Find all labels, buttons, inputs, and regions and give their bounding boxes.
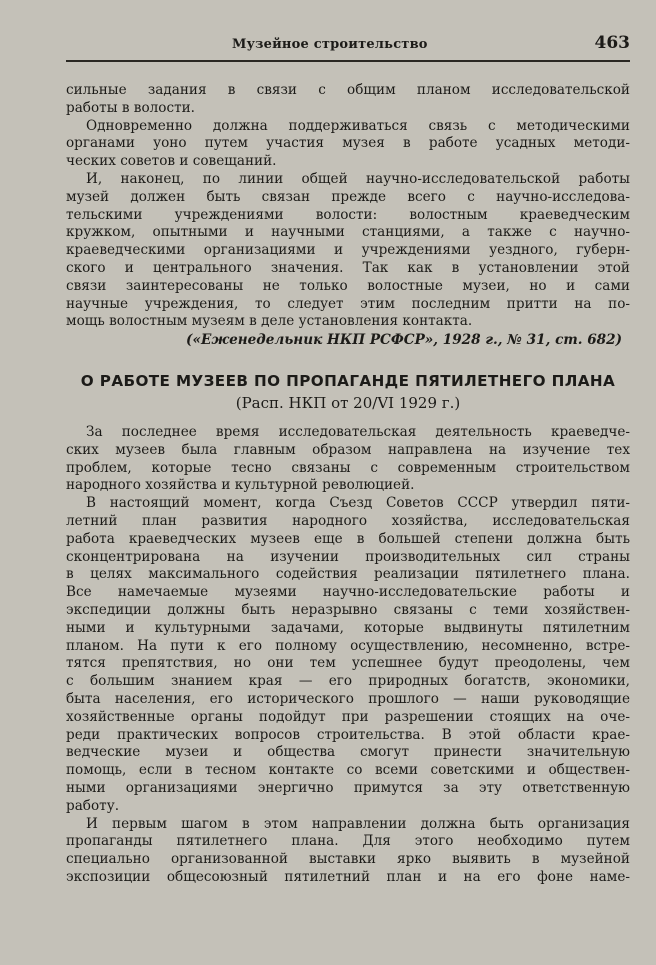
text-line: И первым шагом в этом направлении должна быть организация [86,815,630,832]
text-line: И, наконец, по линии общей научно-исследовательской работы [86,170,630,187]
text-line: сильные задания в связи с общим планом исследовательской [66,82,630,98]
text-line: музей должен быть связан прежде всего с научно-исследова- [66,188,630,205]
text-line: тятся препятствия, но они тем успешнее будут преодолены, чем [66,655,630,672]
section-2-text [66,424,630,887]
section-subheading: (Расп. НКП от 20/VI 1929 г.) [235,394,461,412]
text-line: хозяйственные органы подойдут при разрешении стоящих на оче- [66,708,630,725]
text-line: работу. [66,797,120,814]
text-line: с большим знанием края — его природных богатств, экономики, [66,673,630,690]
text-line: ными организациями энергично примутся за эту ответственную [66,779,630,796]
header-rule [66,60,630,62]
text-line: экспедиции должны быть неразрывно связаны с теми хозяйствен- [66,601,630,618]
text-line: ческих советов и совещаний. [66,153,277,170]
text-line: В настоящий момент, когда Съезд Советов СССР утвердил пяти- [86,495,630,512]
text-line: органами уоно путем участия музея в работе усадных методи- [66,135,630,152]
text-line: в целях максимального содействия реализации пятилетнего плана. [66,566,630,583]
citation: («Еженедельник НКП РСФСР», 1928 г., № 31, ст. 682) [186,332,622,349]
text-line: экспозиции общесоюзный пятилетний план и на его фоне наме- [66,868,630,885]
page-number: 463 [594,33,630,53]
text-line: ными и культурными задачами, которые выдвинуты пятилетним [66,619,630,636]
text-line: кружком, опытными и научными станциями, а также с научно- [66,224,630,241]
text-line: помощь, если в тесном контакте со всеми советскими и обществен- [66,762,630,779]
text-line: ведческие музеи и общества смогут принести значительную [66,744,630,761]
text-line: Все намечаемые музеями научно-исследовательские работы и [66,584,630,601]
text-line: краеведческими организациями и учреждениями уездного, губерн- [66,242,630,259]
text-line: летний план развития народного хозяйства, исследовательская [66,512,630,529]
section-1-text [66,82,630,350]
text-line: научные учреждения, то следует этим последним притти на по- [66,295,630,312]
text-line: мощь волостным музеям в деле установления контакта. [66,313,473,330]
text-line: работа краеведческих музеев еще в большей степени должна быть [66,530,630,547]
text-line: планом. На пути к его полному осуществлению, несомненно, встре- [66,637,630,654]
text-line: Одновременно должна поддерживаться связь с методическими [86,117,630,134]
text-line: народного хозяйства и культурной революцией. [66,477,415,494]
text-line: реди практических вопросов строительства. В этой области крае- [66,726,630,743]
text-line: быта населения, его исторического прошлого — наши руководящие [66,690,630,707]
running-header-title: Музейное строительство [232,37,428,52]
text-line: проблем, которые тесно связаны с современным строительством [66,459,630,476]
text-line: связи заинтересованы не только волостные музеи, но и сами [66,277,630,294]
text-line: За последнее время исследовательская деятельность краеведче- [86,424,630,440]
text-line: тельскими учреждениями волости: волостным краеведческим [66,206,630,223]
text-line: пропаганды пятилетнего плана. Для этого необходимо путем [66,833,630,850]
section-heading: О РАБОТЕ МУЗЕЕВ ПО ПРОПАГАНДЕ ПЯТИЛЕТНЕГО ПЛАНА [80,372,616,390]
text-line: ского и центрального значения. Так как в установлении этой [66,259,630,276]
text-line: работы в волости. [66,99,195,116]
text-line: ских музеев была главным образом направлена на изучение тех [66,441,630,458]
text-line: сконцентрирована на изучении производительных сил страны [66,548,630,565]
text-line: специально организованной выставки ярко выявить в музейной [66,851,630,868]
